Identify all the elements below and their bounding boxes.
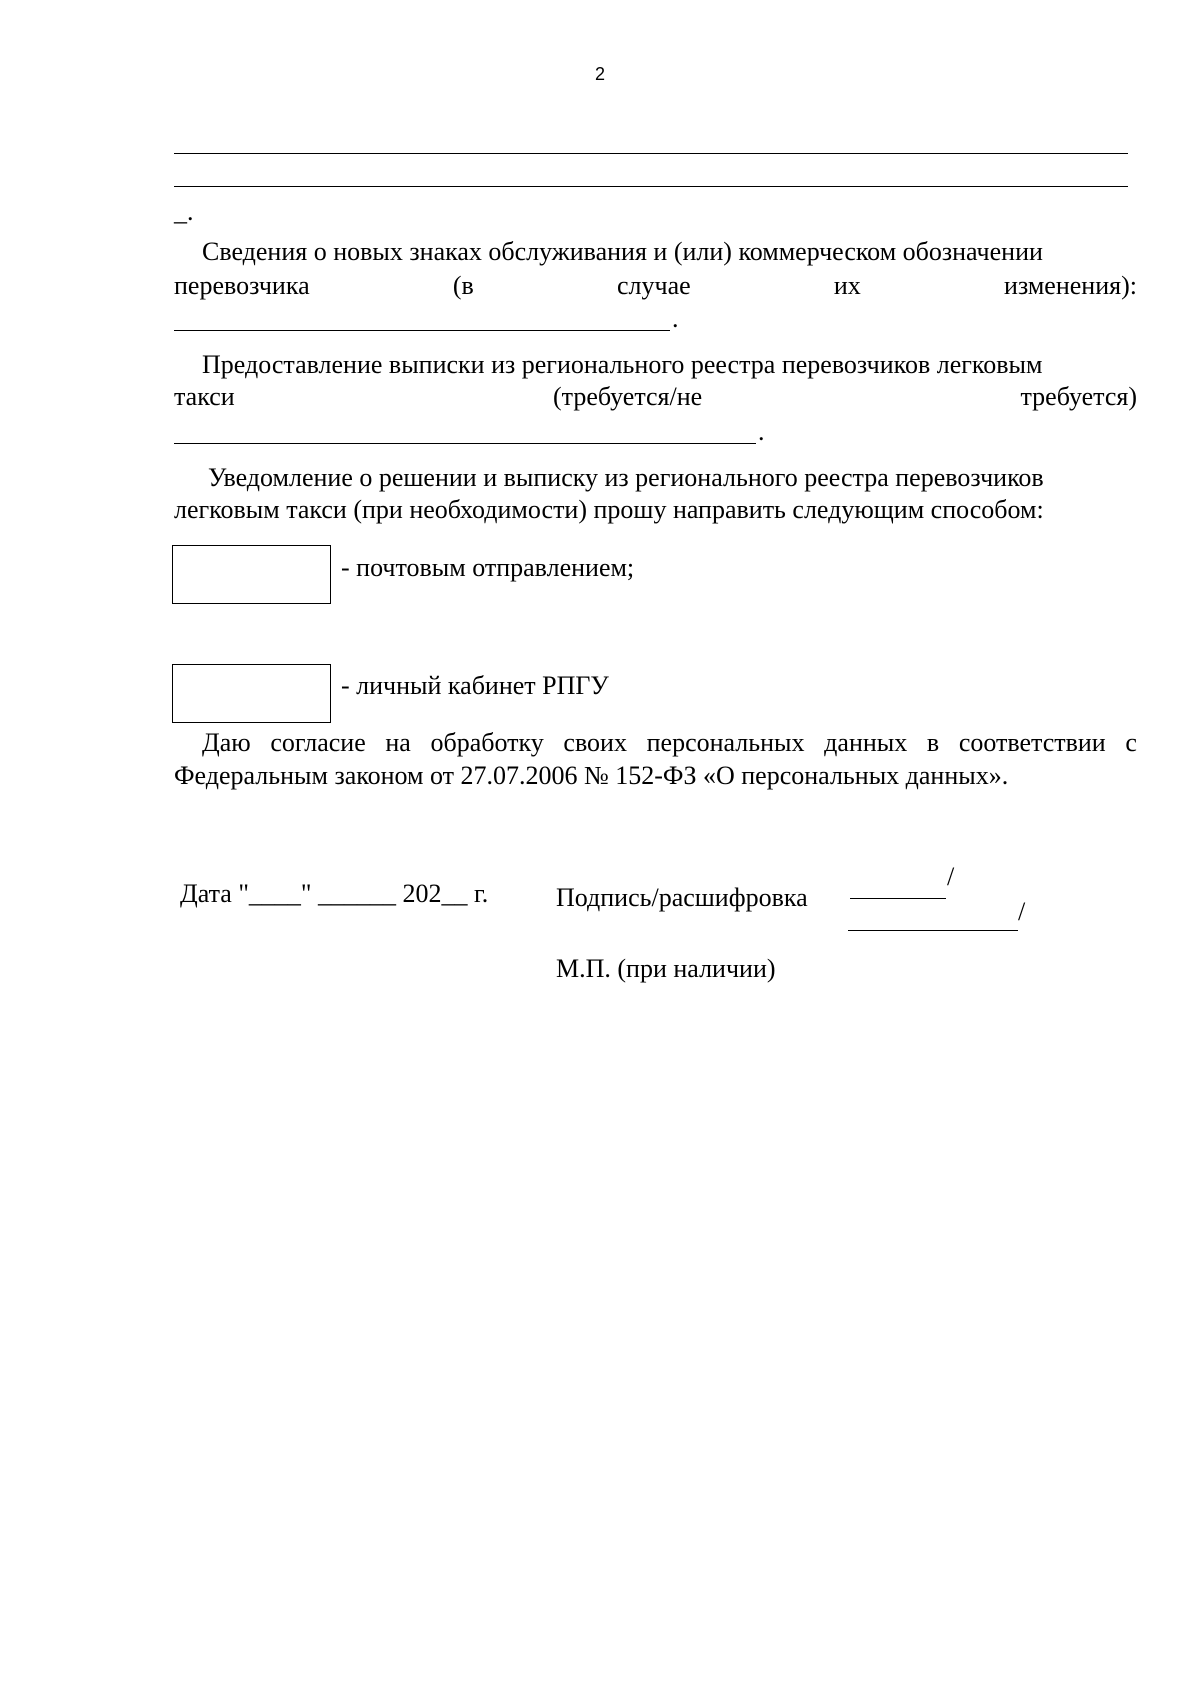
- decryption-line: [848, 930, 1018, 931]
- word: случае: [617, 271, 691, 300]
- rpgu-checkbox[interactable]: [172, 664, 331, 723]
- notification-line1: Уведомление о решении и выписку из регионального реестра перевозчиков: [208, 463, 1044, 492]
- underline: [174, 186, 1128, 187]
- service-marks-blank: [174, 330, 670, 331]
- extract-blank-end: .: [758, 417, 765, 446]
- word: своих: [563, 728, 627, 757]
- word: такси: [174, 382, 235, 411]
- word: (требуется/не: [553, 382, 703, 411]
- word: изменения):: [1004, 271, 1137, 300]
- date-field: Дата "____" ______ 202__ г.: [180, 879, 489, 908]
- word: соответствии: [958, 728, 1106, 757]
- consent-line1: [202, 727, 1137, 758]
- signature-label: Подпись/расшифровка: [556, 883, 808, 912]
- word: перевозчика: [174, 271, 310, 300]
- word: согласие: [270, 728, 366, 757]
- postal-option-label: - почтовым отправлением;: [341, 553, 635, 582]
- word: требуется): [1020, 382, 1137, 411]
- signature-line: [850, 898, 946, 899]
- extract-line1: Предоставление выписки из регионального реестра перевозчиков легковым: [202, 350, 1043, 379]
- word: в: [926, 728, 940, 757]
- service-marks-blank-end: .: [672, 304, 679, 333]
- word: на: [385, 728, 411, 757]
- word: Даю: [202, 728, 251, 757]
- rpgu-option-label: - личный кабинет РПГУ: [341, 671, 609, 700]
- word: с: [1125, 728, 1137, 757]
- service-marks-line2: [174, 270, 1137, 301]
- decryption-slash: /: [1018, 897, 1026, 926]
- word: персональных: [646, 728, 805, 757]
- extract-blank: [174, 443, 756, 444]
- word: данных: [824, 728, 908, 757]
- word: обработку: [430, 728, 544, 757]
- underline: [174, 153, 1128, 154]
- word: (в: [452, 271, 474, 300]
- postal-checkbox[interactable]: [172, 545, 331, 604]
- stamp-note: М.П. (при наличии): [556, 954, 776, 983]
- service-marks-line1: Сведения о новых знаках обслуживания и (или) коммерческом обозначении: [202, 237, 1043, 266]
- notification-line2: легковым такси (при необходимости) прошу направить следующим способом:: [174, 495, 1044, 524]
- page-number: 2: [594, 64, 605, 84]
- word: их: [833, 271, 861, 300]
- extract-line2: [174, 381, 1137, 412]
- continuation-mark: _.: [174, 197, 194, 226]
- signature-slash: /: [947, 862, 955, 891]
- consent-line2: Федеральным законом от 27.07.2006 № 152-ФЗ «О персональных данных».: [174, 761, 1009, 790]
